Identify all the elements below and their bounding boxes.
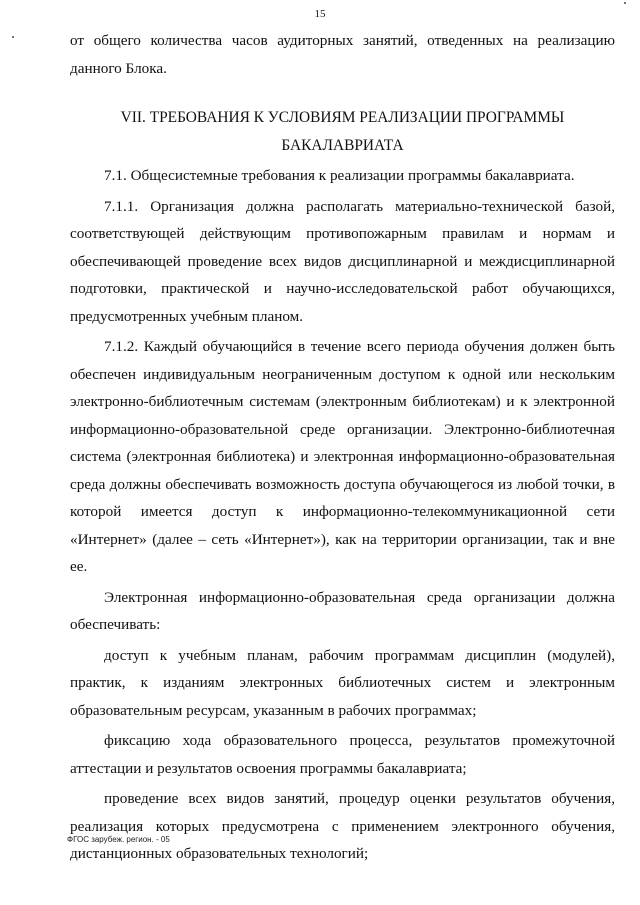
paragraph-continuation: от общего количества часов аудиторных занятий, отведенных на реализацию данного Блока. (70, 32, 615, 77)
paragraph-conduct: проведение всех видов занятий, процедур оценки результатов обучения, реализация которых предусмотрена с применением электронного обучения, дистанционных образовательных технологий; (70, 790, 615, 862)
section-title-line-2: БАКАЛАВРИАТА (281, 136, 404, 154)
paragraph-7-1-2: 7.1.2. Каждый обучающийся в течение всего периода обучения должен быть обеспечен индивидуальным неограниченным доступом к одной или нескольким электронно-библиотечным системам (электронным библиотекам) и к электронной информационно-образовательной среде организации. Электронно-библиотечная система (электронная библиотека) и электронная информационно-образовательная среда должны обеспечивать возможность доступа обучающегося из любой точки, в которой имеется доступ к информационно-телекоммуникационной сети «Интернет» (далее – сеть «Интернет»), как на территории организации, так и вне ее. (70, 338, 615, 575)
paragraph-environment-intro: Электронная информационно-образовательная среда организации должна обеспечивать: (70, 588, 615, 633)
scan-artifact (624, 2, 626, 4)
footer-note: ФГОС зарубеж. регион. - 05 (67, 835, 170, 844)
paragraph-access: доступ к учебным планам, рабочим программам дисциплин (модулей), практик, к изданиям электронных библиотечных систем и электронным образовательным ресурсам, указанным в рабочих программах; (70, 646, 615, 719)
page-number: 15 (314, 8, 326, 20)
paragraph-7-1: 7.1. Общесистемные требования к реализации программы бакалавриата. (104, 167, 575, 184)
document-body (70, 27, 615, 868)
paragraph-fixation: фиксацию хода образовательного процесса, результатов промежуточной аттестации и результатов освоения программы бакалавриата; (70, 732, 615, 777)
scan-artifact (12, 36, 14, 38)
section-title-line-1: VII. ТРЕБОВАНИЯ К УСЛОВИЯМ РЕАЛИЗАЦИИ ПРОГРАММЫ (120, 109, 565, 126)
paragraph-7-1-1: 7.1.1. Организация должна располагать материально-технической базой, соответствующей действующим противопожарным правилам и нормам и обеспечивающей проведение всех видов дисциплинарной и междисциплинарной подготовки, практической и научно-исследовательской работ обучающихся, предусмотренных учебным планом. (70, 197, 615, 325)
